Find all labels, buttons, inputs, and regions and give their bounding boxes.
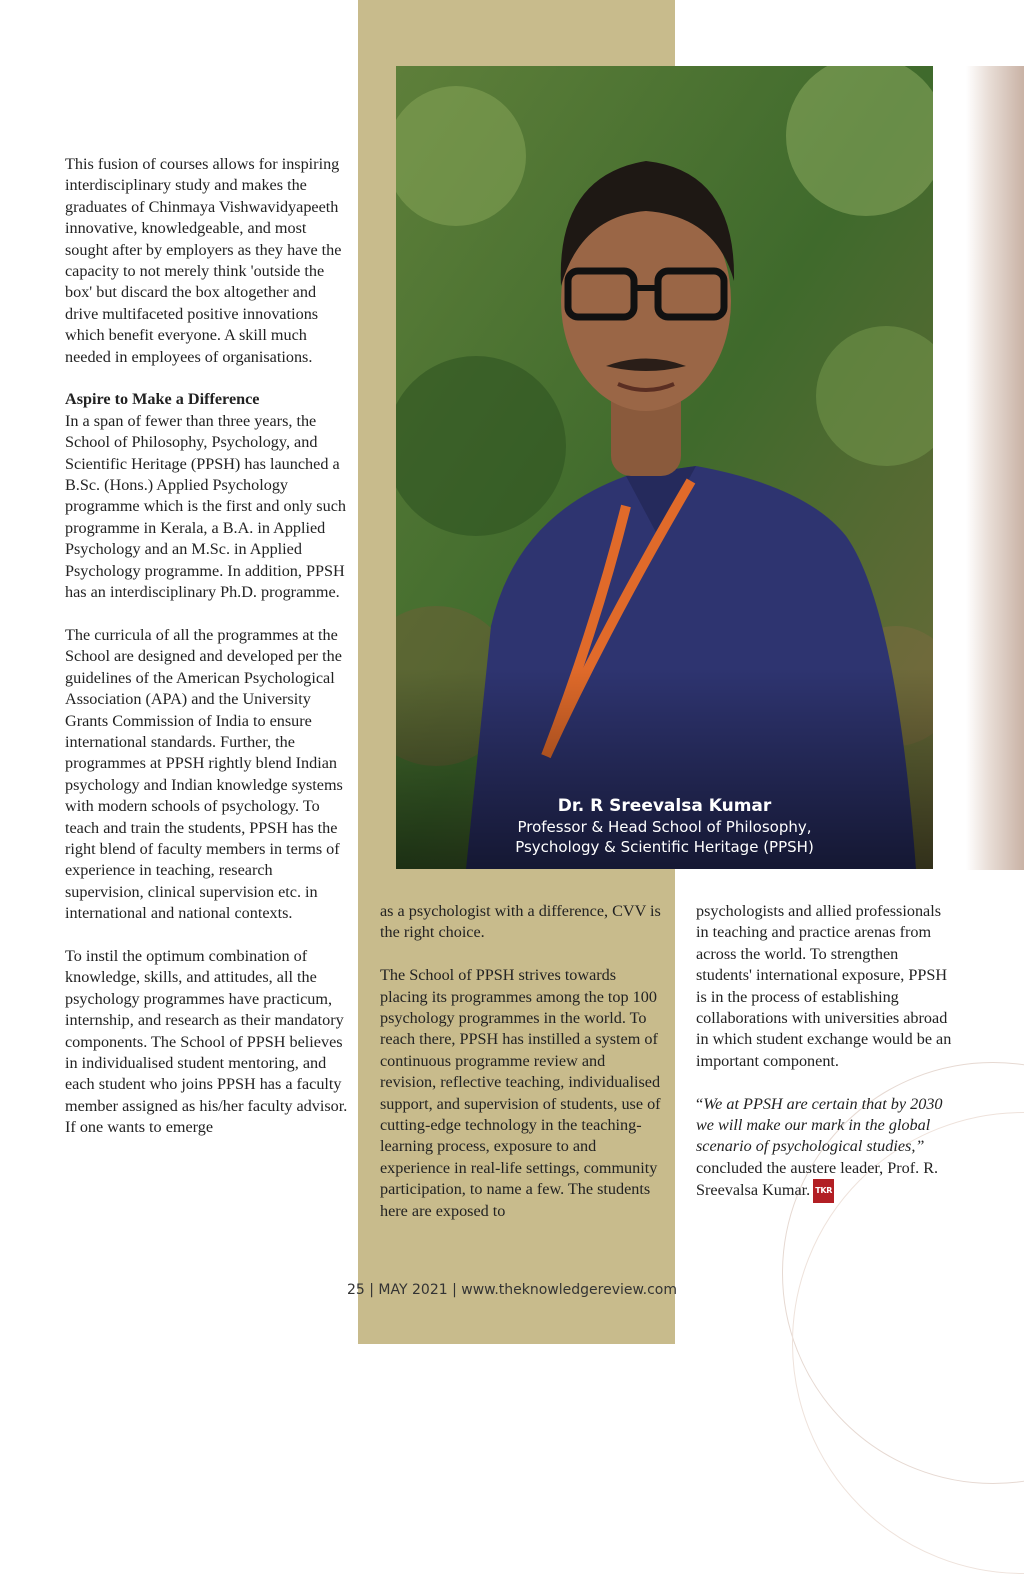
quote-open-mark: “ [696,1094,704,1113]
decorative-side-strip [966,66,1024,870]
caption-role-line-1: Professor & Head School of Philosophy, [517,818,812,836]
tkr-logo-icon: TKR [813,1179,834,1202]
section-heading: Aspire to Make a Difference [65,390,260,409]
quote-attribution: concluded the austere leader, Prof. R. Sreevalsa Kumar. [696,1158,939,1200]
portrait-photo [396,66,933,869]
photo-caption [396,795,933,857]
paragraph: as a psychologist with a difference, CVV is the right choice. [380,902,661,942]
portrait-illustration [396,66,933,869]
paragraph: The School of PPSH strives towards placing its programmes among the top 100 psychology programmes in the world. To reach there, PPSH has instilled a system of continuous programme review and revision, reflective teaching, individualised support, and supervision of students, use of cutting-edge technology in the teaching-learning process, exposure to and experience in real-life settings, community participation, to name a few. The students here are exposed to [380,966,661,1220]
quote-text: We at PPSH are certain that by 2030 we will make our mark in the global scenario of psychological studies,” [696,1094,943,1156]
page-footer: 25 | MAY 2021 | www.theknowledgereview.com [347,1282,677,1298]
text-column-2 [380,901,665,1243]
text-column-1 [65,154,349,1160]
caption-name: Dr. R Sreevalsa Kumar [557,796,772,816]
paragraph: In a span of fewer than three years, the School of Philosophy, Psychology, and Scientific Heritage (PPSH) has launched a B.Sc. (Hons.) Applied Psychology programme which is the first and only such programme in Kerala, a B.A. in Applied Psychology and an M.Sc. in Applied Psychology programme. In addition, PPSH has an interdisciplinary Ph.D. programme. [65,411,346,602]
paragraph: The curricula of all the programmes at the School are designed and developed per the guidelines of the American Psychological Association (APA) and the University Grants Commission of India to ensure international standards. Further, the programmes at PPSH rightly blend Indian psychology and Indian knowledge systems with modern schools of psychology. To teach and train the students, PPSH has the right blend of faculty members in terms of experience in teaching, research supervision, clinical supervision etc. in international and national contexts. [65,625,343,923]
section-block [65,389,349,603]
quote-paragraph [696,1094,956,1203]
paragraph: psychologists and allied professionals in teaching and practice arenas from across the world. To strengthen students' international exposure, PPSH is in the process of establishing collaborations with universities abroad in which student exchange would be an important component. [696,902,952,1070]
paragraph: To instil the optimum combination of knowledge, skills, and attitudes, all the psychology programmes have practicum, internship, and research as their mandatory components. The School of PPSH believes in individualised student mentoring, and each student who joins PPSH has a faculty member assigned as his/her faculty advisor. If one wants to emerge [65,946,348,1137]
text-column-3 [696,901,956,1224]
caption-role-line-2: Psychology & Scientific Heritage (PPSH) [515,838,814,856]
paragraph: This fusion of courses allows for inspiring interdisciplinary study and makes the graduates of Chinmaya Vishwavidyapeeth innovative, knowledgeable, and most sought after by employers as they have the capacity to not merely think 'outside the box' but discard the box altogether and drive multifaceted positive innovations which benefit everyone. A skill much needed in employees of organisations. [65,155,342,366]
